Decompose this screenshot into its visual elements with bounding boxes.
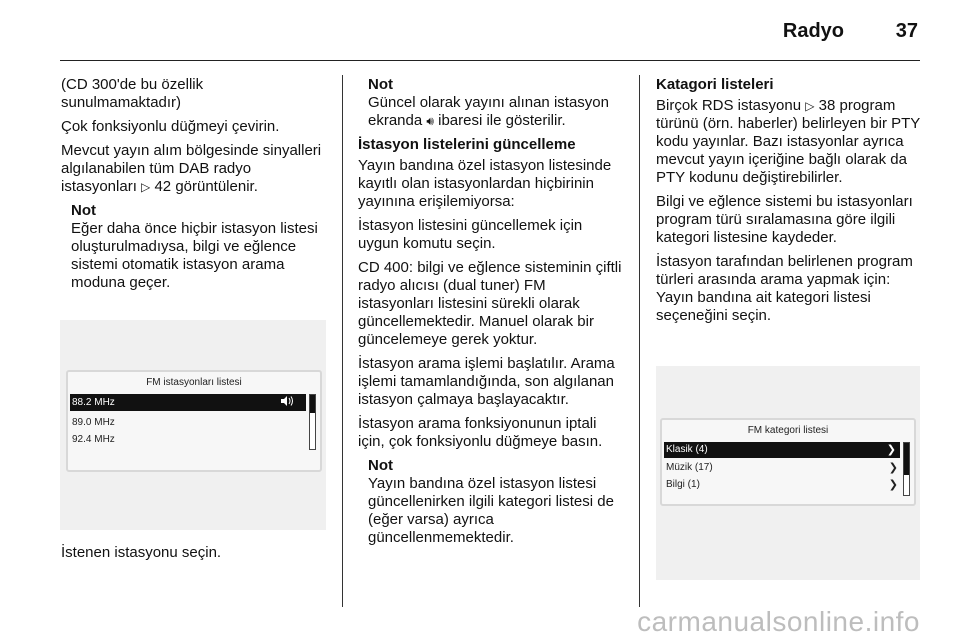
note-text-b: ibaresi ile gösterilir. — [438, 112, 566, 129]
station-row: 92.4 MHz — [72, 434, 115, 445]
page-number: 37 — [895, 20, 918, 42]
col1-paragraph-2: Çok fonksiyonlu düğmeyi çevirin. — [61, 118, 280, 135]
scroll-thumb — [904, 443, 909, 475]
col1-note — [71, 202, 326, 292]
page-reference[interactable]: 42 — [154, 178, 172, 195]
category-row — [666, 461, 900, 475]
chevron-right-icon: ❯ — [886, 444, 896, 456]
col1-paragraph-3-text: Mevcut yayın alım bölgesinde sinyalleri algılanabilen tüm DAB radyo istasyonları — [61, 142, 322, 195]
col2-note-2 — [368, 457, 624, 547]
col2-paragraph-1: Yayın bandına özel istasyon listesinde kayıtlı olan istasyonlardan hiçbirinin yayınına erişilemiyorsa: — [358, 157, 612, 210]
note-label: Not — [368, 457, 393, 474]
col1-caption: İstenen istasyonu seçin. — [61, 544, 222, 561]
col1-paragraph-1: (CD 300'de bu özellik sunulmamaktadır) — [61, 76, 204, 111]
col3-paragraph-1-a: Birçok RDS istasyonu — [656, 97, 802, 114]
chevron-right-icon: ❯ — [888, 479, 898, 491]
col3-paragraph-1-b: program türünü (örn. haberler) belirleyen bir PTY kodu yayınlar. Bazı istasyonlar ayrıca mevcut yayın içeriğine bağlı olarak da PTY kodunu değiştirebilirler. — [656, 97, 921, 186]
col1-paragraph-3 — [61, 142, 326, 196]
screen-title: FM istasyonları listesi — [146, 377, 242, 388]
scroll-thumb — [310, 395, 315, 413]
scrollbar — [309, 394, 316, 450]
section-heading: İstasyon listelerini güncelleme — [358, 136, 576, 153]
category-row-label: Müzik (17) — [666, 462, 713, 473]
station-row: 89.0 MHz — [72, 417, 115, 428]
category-list-screen — [660, 418, 916, 506]
category-list-photo — [656, 366, 920, 580]
chevron-right-icon: ❯ — [888, 462, 898, 474]
col3-paragraph-3: İstasyon tarafından belirlenen program türleri arasında arama yapmak için: Yayın bandına ait kategori listesi seçeneğini seçin. — [656, 253, 913, 324]
col1-caption-wrap — [61, 544, 326, 568]
category-row — [664, 442, 900, 458]
column-2 — [358, 76, 624, 553]
col2-note-1 — [368, 76, 624, 130]
watermark: carmanualsonline.info — [637, 606, 920, 637]
category-row-label: Bilgi (1) — [666, 479, 700, 490]
col2-paragraph-2: İstasyon listesini güncellemek için uygun komutu seçin. — [358, 217, 583, 252]
running-header-title: Radyo — [782, 20, 844, 42]
section-heading: Katagori listeleri — [656, 76, 774, 93]
column-1 — [61, 76, 326, 298]
col2-paragraph-5: İstasyon arama fonksiyonunun iptali için, çok fonksiyonlu düğmeye basın. — [358, 415, 603, 450]
station-list-screen — [66, 370, 322, 472]
arrow-ref-icon: ▷ — [805, 99, 815, 113]
col3-paragraph-2: Bilgi ve eğlence sistemi bu istasyonları program türü sıralamasına göre ilgili kategori listesine kaydeder. — [656, 193, 913, 246]
station-list-photo — [60, 320, 326, 530]
speaker-icon — [280, 395, 294, 407]
note-text-a: Güncel olarak yayını alınan istasyon ekranda — [368, 94, 609, 129]
station-row-label: 88.2 MHz — [72, 397, 115, 408]
column-divider-1 — [342, 75, 343, 607]
arrow-ref-icon: ▷ — [141, 180, 151, 194]
column-divider-2 — [639, 75, 640, 607]
column-3 — [656, 76, 922, 331]
col2-paragraph-3: CD 400: bilgi ve eğlence sisteminin çiftli radyo alıcısı (dual tuner) FM istasyonları listesini sürekli olarak güncellemektedir. Manuel olarak bir güncelemeye gerek yoktur. — [358, 259, 622, 348]
note-text: Yayın bandına özel istasyon listesi güncellenirken ilgili kategori listesi de (eğer varsa) ayrıca güncellenmemektedir. — [368, 475, 614, 546]
header-rule — [60, 60, 920, 61]
col3-paragraph-1 — [656, 97, 922, 187]
category-row — [666, 478, 900, 492]
speaker-icon: 🔊︎ — [426, 114, 434, 128]
col2-paragraph-4: İstasyon arama işlemi başlatılır. Arama işlemi tamamlandığında, son algılanan istasyon çalmaya başlayacaktır. — [358, 355, 615, 408]
category-row-label: Klasik (4) — [666, 444, 708, 455]
note-text: Eğer daha önce hiçbir istasyon listesi oluşturulmadıysa, bilgi ve eğlence sistemi otomatik istasyon arama moduna geçer. — [71, 220, 318, 291]
note-label: Not — [71, 202, 96, 219]
station-row — [70, 394, 306, 411]
screen-title: FM kategori listesi — [747, 425, 829, 436]
note-label: Not — [368, 76, 393, 93]
scrollbar — [903, 442, 910, 496]
col1-paragraph-3-end: görüntülenir. — [175, 178, 258, 195]
page-reference[interactable]: 38 — [818, 97, 836, 114]
